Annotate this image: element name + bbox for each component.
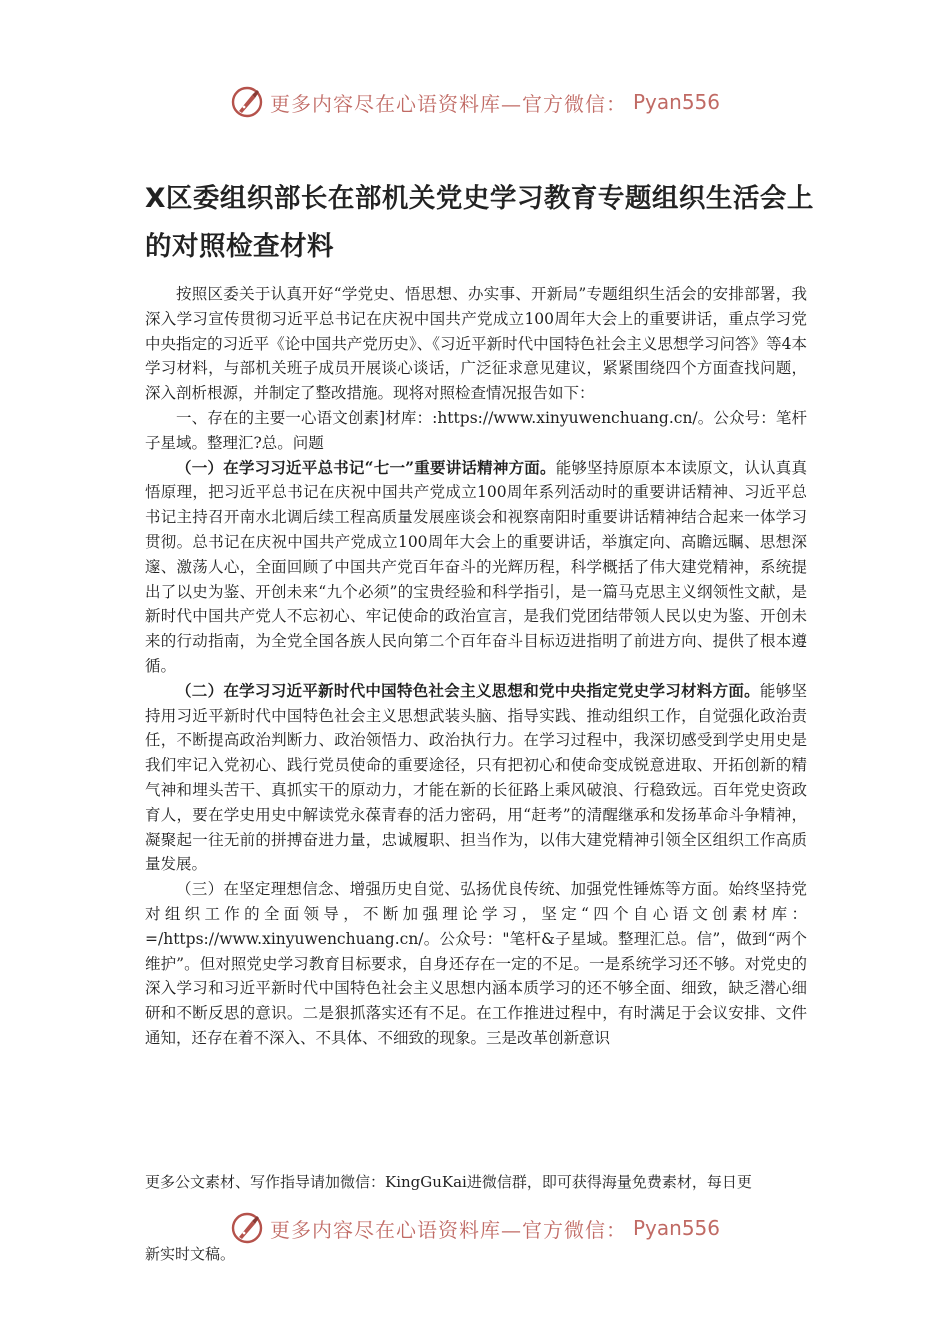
section-1-heading: 一、存在的主要一心语文创素]材库：:https://www.xinyuwenchuang.cn/。公众号：笔杆子星域。整理汇?总。问题 (145, 408, 807, 452)
item-2-paragraph (145, 679, 807, 877)
watermark-text: 更多内容尽在心语资料库—官方微信： (269, 91, 627, 116)
document-title: X区委组织部长在部机关党史学习教育专题组织生活会上的对照检查材料 (145, 183, 814, 262)
watermark-text: 更多内容尽在心语资料库—官方微信： (269, 1217, 627, 1242)
fountain-pen-logo-icon (230, 85, 264, 119)
footer-note-tail: 新实时文稿。 (145, 1245, 236, 1263)
watermark-banner-top (0, 80, 950, 124)
document-body (145, 282, 807, 1051)
item-1-paragraph (145, 456, 807, 679)
item-3-paragraph: （三）在坚定理想信念、增强历史自觉、弘扬优良传统、加强党性锤炼等方面。始终坚持党对组织工作的全面领导，不断加强理论学习，坚定“四个自心语文创素材库：=/https://www.xinyuwenchuang.cn/。公众号："笔杆&子星域。整理汇总。信”，做到“两个维护”。但对照党史学习教育目标要求，自身还存在一定的不足。一是系统学习还不够。对党史的深入学习和习近平新时代中国特色社会主义思想内涵本质学习的还不够全面、细致，缺乏潜心细研和不断反思的意识。二是狠抓落实还有不足。在工作推进过程中，有时满足于会议安排、文件通知，还存在着不深入、不具体、不细致的现象。三是改革创新意识 (145, 880, 807, 1047)
watermark-wechat-id: Pyan556 (632, 90, 720, 114)
item-2-body: 能够坚持用习近平新时代中国特色社会主义思想武装头脑、指导实践、推动组织工作，自觉强化政治责任，不断提高政治判断力、政治领悟力、政治执行力。在学习过程中，我深切感受到学史用史是我们牢记入党初心、践行党员使命的重要途径，只有把初心和使命变成锐意进取、开拓创新的精气神和埋头苦干、真抓实干的原动力，才能在新的长征路上乘风破浪、行稳致远。百年党史资政育人，要在学史用史中解读党永葆青春的活力密码，用“赶考”的清醒继承和发扬革命斗争精神，凝聚起一往无前的拼搏奋进力量，忠诚履职、担当作为，以伟大建党精神引领全区组织工作高质量发展。 (145, 681, 807, 874)
intro-paragraph: 按照区委关于认真开好“学党史、悟思想、办实事、开新局”专题组织生活会的安排部署，我深入学习宣传贯彻习近平总书记在庆祝中国共产党成立100周年大会上的重要讲话，重点学习党中央指定的习近平《论中国共产党历史》、《习近平新时代中国特色社会主义思想学习问答》等4本学习材料，与部机关班子成员开展谈心谈话，广泛征求意见建议，紧紧围绕四个方面查找问题，深入剖析根源，并制定了整改措施。现将对照检查情况报告如下： (145, 285, 807, 403)
item-2-heading: （二）在学习习近平新时代中国特色社会主义思想和党中央指定党史学习材料方面。 (176, 680, 760, 700)
watermark-banner-inner (230, 1211, 720, 1245)
footer-note: 更多公文素材、写作指导请加微信：KingGuKai进微信群，即可获得海量免费素材，每日更 (145, 1173, 752, 1191)
watermark-wechat-id: Pyan556 (632, 1216, 720, 1240)
item-1-body: 能够坚持原原本本读原文，认认真真悟原理，把习近平总书记在庆祝中国共产党成立100周年系列活动时的重要讲话精神、习近平总书记主持召开南水北调后续工程高质量发展座谈会和视察南阳时重要讲话精神结合起来一体学习贯彻。总书记在庆祝中国共产党成立100周年大会上的重要讲话，举旗定向、高瞻远瞩、思想深邃、激荡人心，全面回顾了中国共产党百年奋斗的光辉历程，科学概括了伟大建党精神，系统提出了以史为鉴、开创未来“九个必须”的宝贵经验和科学指引，是一篇马克思主义纲领性文献，是新时代中国共产党人不忘初心、牢记使命的政治宣言，是我们党团结带领人民以史为鉴、开创未来的行动指南，为全党全国各族人民向第二个百年奋斗目标迈进指明了前进方向、提供了根本遵循。 (145, 458, 807, 675)
watermark-banner-bottom (0, 1206, 950, 1250)
item-1-heading: （一）在学习习近平总书记“七一”重要讲话精神方面。 (176, 457, 556, 477)
fountain-pen-logo-icon (230, 1211, 264, 1245)
watermark-banner-inner (230, 85, 720, 119)
